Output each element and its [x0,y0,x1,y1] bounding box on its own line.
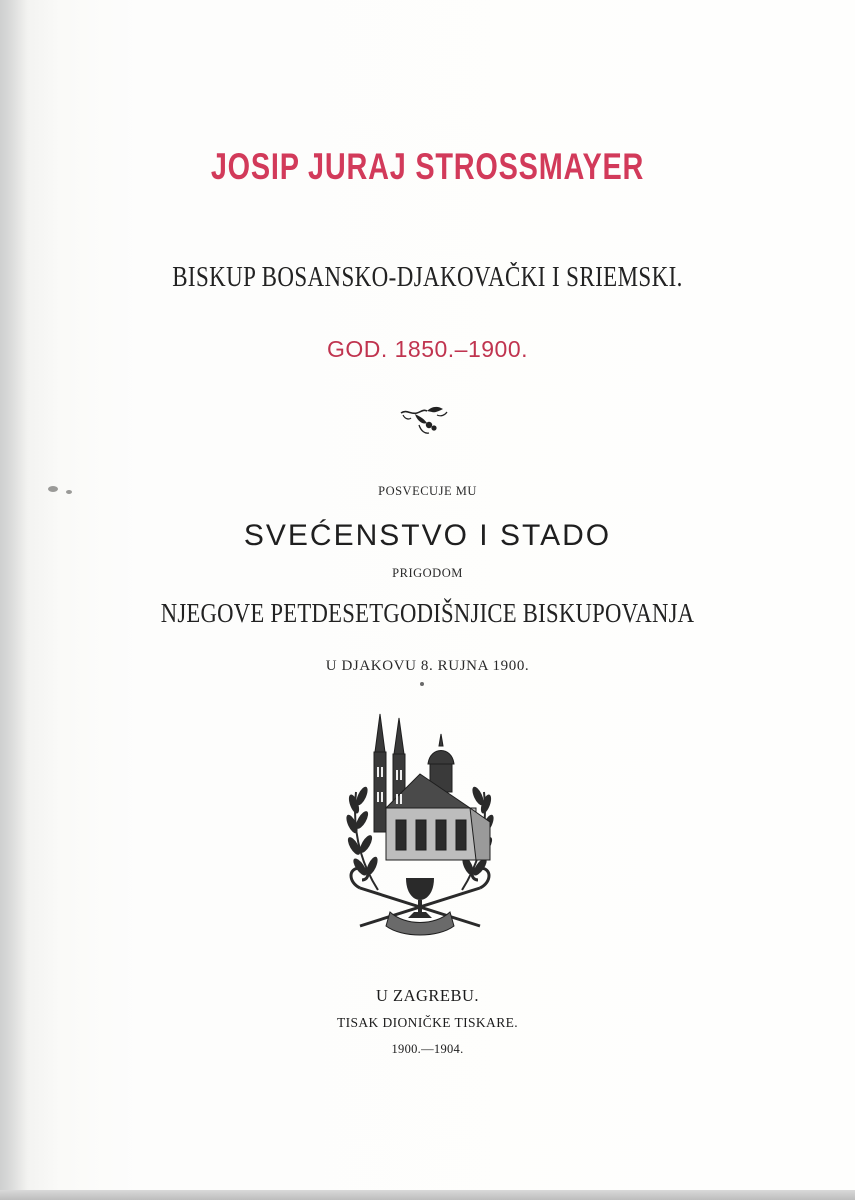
book-subtitle: BISKUP BOSANSKO-DJAKOVAČKI I SRIEMSKI. [172,262,683,293]
imprint-printer: TISAK DIONIČKE TISKARE. [336,1015,519,1030]
paper-speck [420,682,424,686]
floral-vine-ornament-icon [399,403,449,437]
page-bottom-edge [0,1190,855,1200]
occasion-intro: PRIGODOM [392,566,463,580]
dedication-intro: POSVECUJE MU [378,484,477,498]
episcopate-years: GOD. 1850.–1900. [326,336,529,362]
cathedral-emblem-icon [330,712,510,942]
dedicators: SVEĆENSTVO I STADO [243,519,612,552]
imprint-years: 1900.—1904. [391,1042,464,1056]
imprint-city: U ZAGREBU. [375,986,480,1005]
paper-speck [66,490,72,494]
paper-speck [48,486,58,492]
gutter-shadow [0,0,28,1192]
book-title: JOSIP JURAJ STROSSMAYER [210,146,645,187]
place-date: U DJAKOVU 8. RUJNA 1900. [325,658,530,674]
occasion: NJEGOVE PETDESETGODIŠNJICE BISKUPOVANJA [160,598,695,628]
